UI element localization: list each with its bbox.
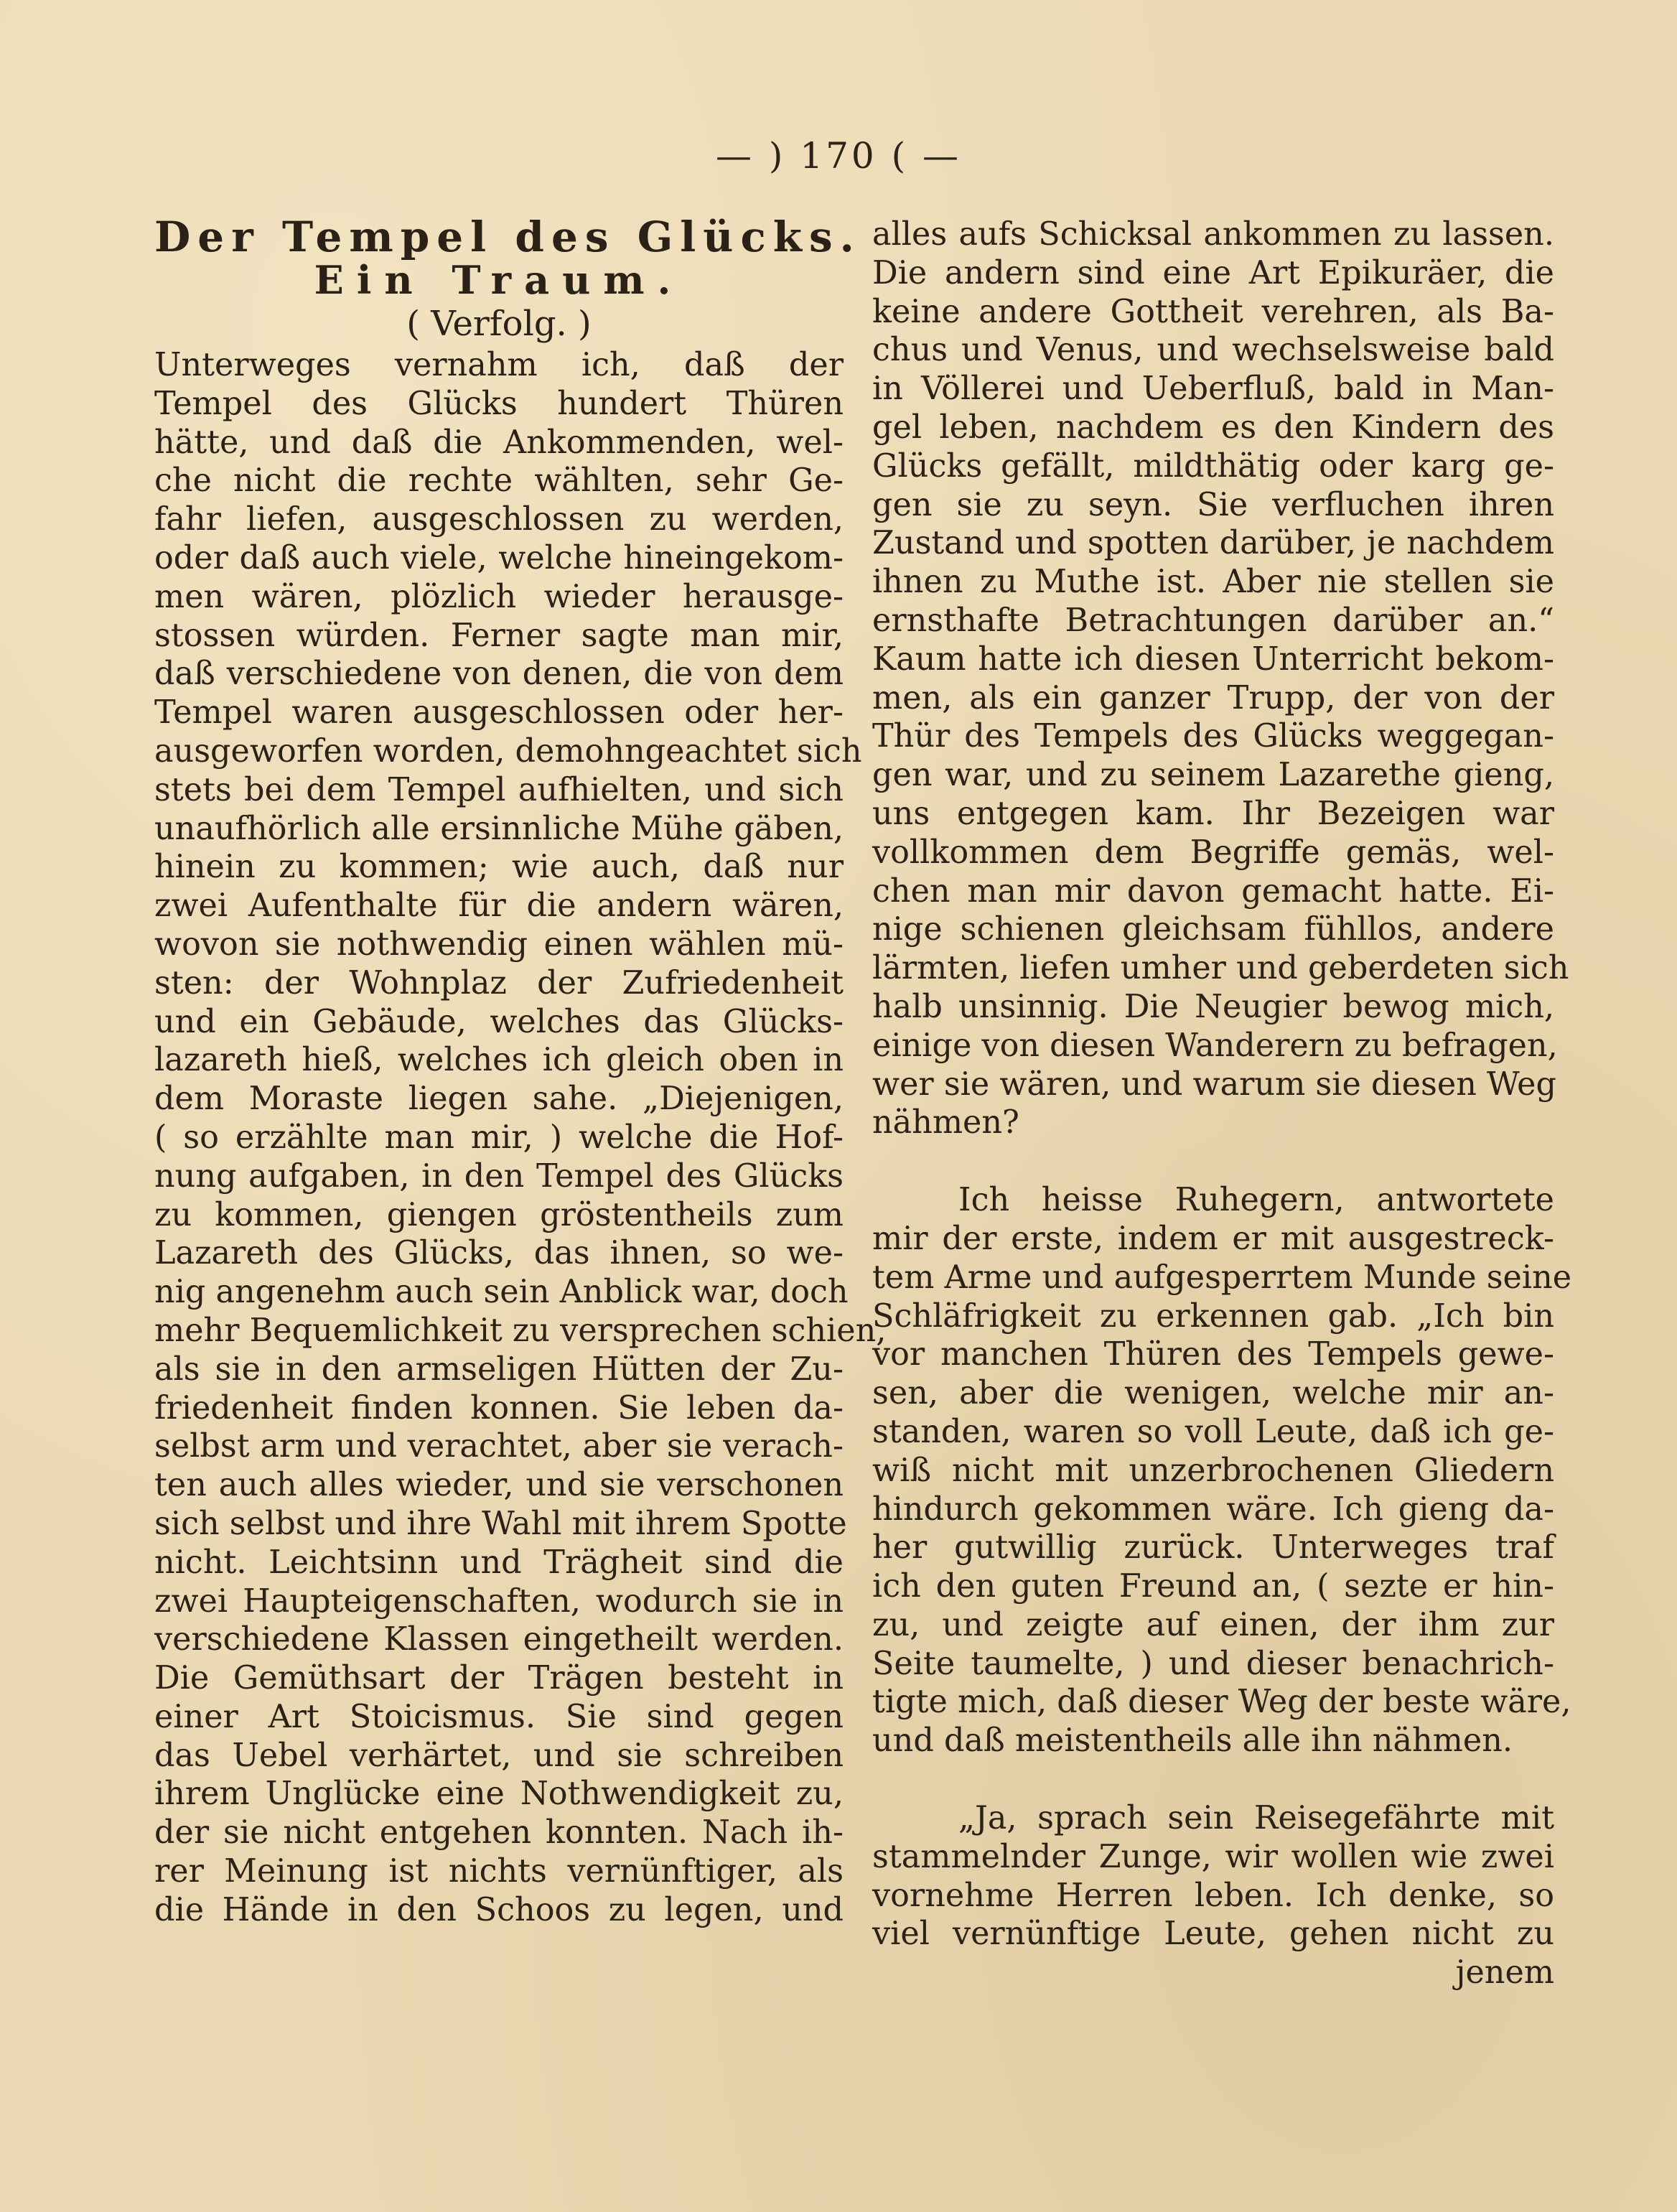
text-line: verschiedene Klassen eingetheilt werden. [154,1621,844,1658]
text-line: Tempel des Glücks hundert Thüren [154,385,844,422]
text-line: daß verschiedene von denen, die von dem [154,655,844,693]
text-line: selbst arm und verachtet, aber sie verach- [154,1428,844,1465]
text-line: nig angenehm auch sein Anblick war, doch [154,1274,849,1311]
left-column [154,213,887,1930]
text-line: mir der erste, indem er mit ausgestreck- [872,1220,1554,1257]
continuation-note: ( Verfolg. ) [406,304,592,344]
text-line: Lazareth des Glücks, das ihnen, so we- [154,1235,844,1272]
text-line: gen war, und zu seinem Lazarethe gieng, [872,757,1554,794]
text-line: wovon sie nothwendig einen wählen mü- [154,925,844,963]
text-line: Ich heisse Ruhegern, antwortete [958,1182,1554,1219]
text-line: friedenheit finden konnen. Sie leben da- [154,1389,844,1427]
text-line: Tempel waren ausgeschlossen oder her- [154,694,844,732]
text-line: einige von diesen Wanderern zu befragen, [872,1027,1558,1064]
text-line: ihrem Unglücke eine Nothwendigkeit zu, [154,1775,844,1813]
right-paragraph-2 [872,1181,1572,1760]
text-line: halb unsinnig. Die Neugier bewog mich, [872,988,1554,1025]
text-line: oder daß auch viele, welche hineingekom- [154,539,844,577]
text-line: nung aufgaben, in den Tempel des Glücks [154,1157,844,1195]
text-line: nicht. Leichtsinn und Trägheit sind die [154,1544,844,1581]
text-line: dem Moraste liegen sahe. „Diejenigen, [154,1081,844,1118]
text-line: gel leben, nachdem es den Kindern des [872,409,1554,446]
text-line: ernsthafte Betrachtungen darüber an.“ [872,602,1554,639]
text-line: hätte, und daß die Ankommenden, wel- [154,424,844,461]
text-line: stets bei dem Tempel aufhielten, und sich [154,771,844,808]
page-number-header: — ) 170 ( — [715,135,962,177]
text-line: und ein Gebäude, welches das Glücks- [154,1003,844,1040]
text-line: lärmten, liefen umher und geberdeten sich [872,950,1569,987]
text-line: hindurch gekommen wäre. Ich gieng da- [872,1490,1554,1528]
right-paragraph-1 [872,215,1569,1142]
text-line: gen sie zu seyn. Sie verfluchen ihren [872,486,1554,523]
text-line: hinein zu kommen; wie auch, daß nur [154,849,844,886]
text-line: ten auch alles wieder, und sie verschonen [154,1467,844,1504]
text-line: men wären, plözlich wieder herausge- [154,578,844,615]
right-column [872,215,1572,1992]
text-line: standen, waren so voll Leute, daß ich ge- [872,1413,1554,1450]
text-line: uns entgegen kam. Ihr Bezeigen war [872,795,1554,832]
text-line: chus und Venus, und wechselsweise bald [872,332,1554,369]
text-line: alles aufs Schicksal ankommen zu lassen. [872,216,1554,253]
text-line: Seite taumelte, ) und dieser benachrich- [872,1645,1554,1682]
left-body-text [154,346,887,1930]
text-line: Kaum hatte ich diesen Unterricht bekom- [872,640,1554,678]
text-line: che nicht die rechte wählten, sehr Ge- [154,462,844,500]
text-line: ( so erzählte man mir, ) welche die Hof- [154,1119,844,1156]
text-line: Unterweges vernahm ich, daß der [154,347,844,383]
text-line: mehr Bequemlichkeit zu versprechen schien, [154,1312,887,1349]
text-line: der sie nicht entgehen konnten. Nach ih- [154,1814,844,1852]
text-line: stossen würden. Ferner sagte man mir, [154,617,844,654]
text-line: ihnen zu Muthe ist. Aber nie stellen sie [872,564,1554,601]
text-line: zwei Haupteigenschaften, wodurch sie in [154,1582,844,1620]
text-line: fahr liefen, ausgeschlossen zu werden, [154,501,844,538]
text-line: nige schienen gleichsam fühllos, andere [872,911,1554,948]
text-line: keine andere Gottheit verehren, als Ba- [872,293,1554,330]
text-line: tem Arme und aufgesperrtem Munde seine [872,1259,1572,1296]
text-line: chen man mir davon gemacht hatte. Ei- [872,872,1554,910]
text-line: und daß meistentheils alle ihn nähmen. [872,1722,1513,1760]
text-line: einer Art Stoicismus. Sie sind gegen [154,1698,844,1735]
text-line: wiß nicht mit unzerbrochenen Gliedern [872,1452,1554,1489]
text-line: Schläfrigkeit zu erkennen gab. „Ich bin [872,1297,1554,1335]
text-line: unaufhörlich alle ersinnliche Mühe gäben, [154,810,844,847]
text-line: viel vernünftige Leute, gehen nicht zu [872,1915,1554,1953]
text-line: die Hände in den Schoos zu legen, und [154,1891,844,1928]
text-line: Thür des Tempels des Glücks weggegan- [872,718,1554,755]
article-subtitle: Ein Traum. [314,257,684,303]
text-line: sich selbst und ihre Wahl mit ihrem Spotte [154,1505,847,1542]
text-line: in Völlerei und Ueberfluß, bald in Man- [872,370,1554,408]
text-line: zu, und zeigte auf einen, der ihm zur [872,1606,1554,1643]
text-line: vollkommen dem Begriffe gemäs, wel- [872,834,1554,871]
article-title: Der Tempel des Glücks. [154,213,861,261]
text-line: nähmen? [872,1104,1019,1142]
text-line: vor manchen Thüren des Tempels gewe- [872,1336,1554,1373]
text-line: ausgeworfen worden, demohngeachtet sich [154,732,862,770]
text-line: lazareth hieß, welches ich gleich oben in [154,1042,844,1079]
text-line: zwei Aufenthalte für die andern wären, [154,887,844,925]
text-line: Die Gemüthsart der Trägen besteht in [154,1660,844,1697]
text-line: stammelnder Zunge, wir wollen wie zwei [872,1838,1554,1875]
text-line: das Uebel verhärtet, und sie schreiben [154,1737,844,1774]
text-line: her gutwillig zurück. Unterweges traf [872,1529,1554,1567]
text-line: Die andern sind eine Art Epikuräer, die [872,254,1554,291]
text-line: rer Meinung ist nichts vernünftiger, als [154,1853,844,1890]
text-line: Glücks gefällt, mildthätig oder karg ge- [872,447,1554,485]
right-paragraph-3 [872,1799,1554,1954]
text-line: sen, aber die wenigen, welche mir an- [872,1375,1554,1412]
text-line: sten: der Wohnplaz der Zufriedenheit [154,964,844,1002]
catchword: jenem [1455,1954,1554,1992]
text-line: Zustand und spotten darüber, je nachdem [872,525,1554,562]
text-line: „Ja, sprach sein Reisegefährte mit [958,1800,1554,1837]
text-line: tigte mich, daß dieser Weg der beste wäre, [872,1684,1571,1721]
text-line: men, als ein ganzer Trupp, der von der [872,679,1554,717]
text-line: ich den guten Freund an, ( sezte er hin- [872,1568,1554,1605]
text-line: vornehme Herren leben. Ich denke, so [872,1877,1554,1914]
text-line: als sie in den armseligen Hütten der Zu- [154,1350,844,1388]
text-line: zu kommen, giengen gröstentheils zum [154,1196,844,1233]
text-line: wer sie wären, und warum sie diesen Weg [872,1065,1556,1103]
